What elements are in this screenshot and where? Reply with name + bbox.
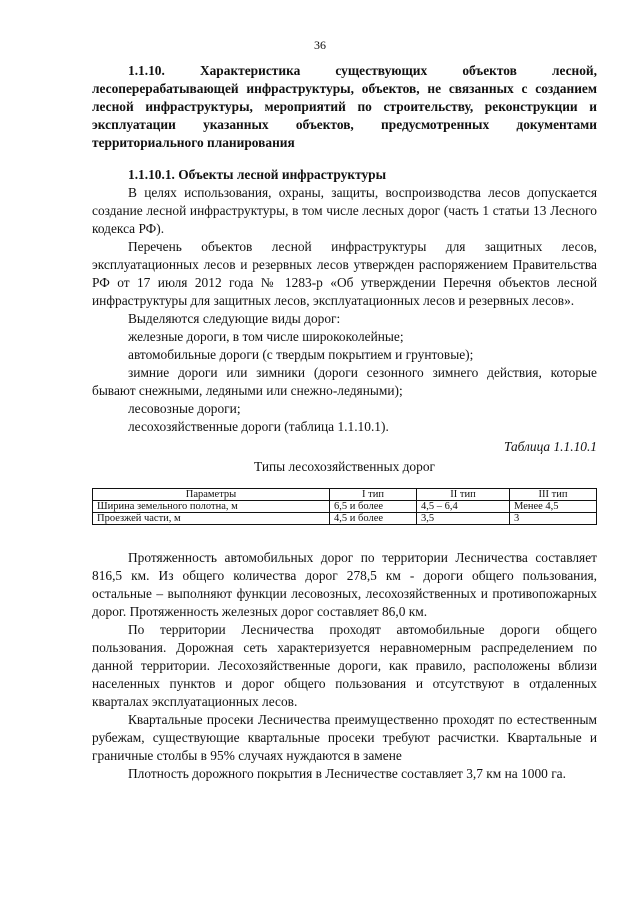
list-item: зимние дороги или зимники (дороги сезонного зимнего действия, которые бывают снежными, ледяными или снежно-ледяными); [92, 365, 597, 398]
table-cell: 4,5 и более [330, 513, 417, 525]
table-header-cell: III тип [510, 489, 597, 501]
paragraph: В целях использования, охраны, защиты, воспроизводства лесов допускается создание лесной инфраструктуры, в том числе лесных дорог (часть 1 статьи 13 Лесного кодекса РФ). [92, 185, 597, 236]
list-intro: Выделяются следующие виды дорог: [128, 311, 341, 326]
subsection-heading: 1.1.10.1. Объекты лесной инфраструктуры [128, 167, 387, 182]
paragraph: По территории Лесничества проходят автомобильные дороги общего пользования. Дорожная сеть характеризуется неравномерным распределением по данной территории. Лесохозяйственные дороги, как правило, расположены вблизи населенных пунктов и дорог общего пользования и отсутствуют в отдаленных кварталах эксплуатационных лесов. [92, 622, 597, 709]
paragraph: Перечень объектов лесной инфраструктуры для защитных лесов, эксплуатационных лесов и резервных лесов утвержден распоряжением Правительства РФ от 17 июля 2012 года № 1283-р «Об утверждении Перечня объектов лесной инфраструктуры для защитных лесов, эксплуатационных лесов и резервных лесов». [92, 239, 597, 308]
table-row [93, 513, 597, 525]
table-row [93, 501, 597, 513]
table-caption: Таблица 1.1.10.1 [503, 439, 597, 454]
table-header-cell: Параметры [93, 489, 330, 501]
paragraph: Квартальные просеки Лесничества преимущественно проходят по естественным рубежам, существующие квартальные просеки требуют расчистки. Квартальные и граничные столбы в 95% случаях нуждаются в замене [92, 712, 597, 763]
table-cell: 3 [510, 513, 597, 525]
table-cell: Проезжей части, м [93, 513, 330, 525]
table-cell: 4,5 – 6,4 [417, 501, 510, 513]
table-title: Типы лесохозяйственных дорог [253, 459, 436, 474]
list-item: лесохозяйственные дороги (таблица 1.1.10.1). [128, 419, 389, 434]
section-heading: 1.1.10. Характеристика существующих объектов лесной, лесоперерабатывающей инфраструктуры, объектов, не связанных с созданием лесной инфраструктуры, мероприятий по строительству, реконструкции и эксплуатации указанных объектов, предусмотренных документами территориального планирования [92, 63, 597, 150]
spacer [92, 525, 597, 549]
table-cell: Ширина земельного полотна, м [93, 501, 330, 513]
document-body [92, 62, 597, 783]
page-number: 36 [314, 38, 326, 52]
table-header-row [93, 489, 597, 501]
list-item: лесовозные дороги; [128, 401, 241, 416]
paragraph: Протяженность автомобильных дорог по территории Лесничества составляет 816,5 км. Из общего количества дорог 278,5 км - дороги общего пользования, остальные – выполняют функции лесовозных, лесохозяйственных и противопожарных дорог. Протяженность железных дорог составляет 86,0 км. [92, 550, 597, 619]
list-item: автомобильные дороги (с твердым покрытием и грунтовые); [128, 347, 474, 362]
table-cell: Менее 4,5 [510, 501, 597, 513]
table-cell: 3,5 [417, 513, 510, 525]
road-types-list [92, 310, 597, 436]
table-cell: 6,5 и более [330, 501, 417, 513]
table-header-cell: I тип [330, 489, 417, 501]
paragraph: Плотность дорожного покрытия в Лесничестве составляет 3,7 км на 1000 га. [128, 766, 566, 781]
table-header-cell: II тип [417, 489, 510, 501]
road-types-table [92, 488, 597, 525]
list-item: железные дороги, в том числе ширококолейные; [128, 329, 404, 344]
